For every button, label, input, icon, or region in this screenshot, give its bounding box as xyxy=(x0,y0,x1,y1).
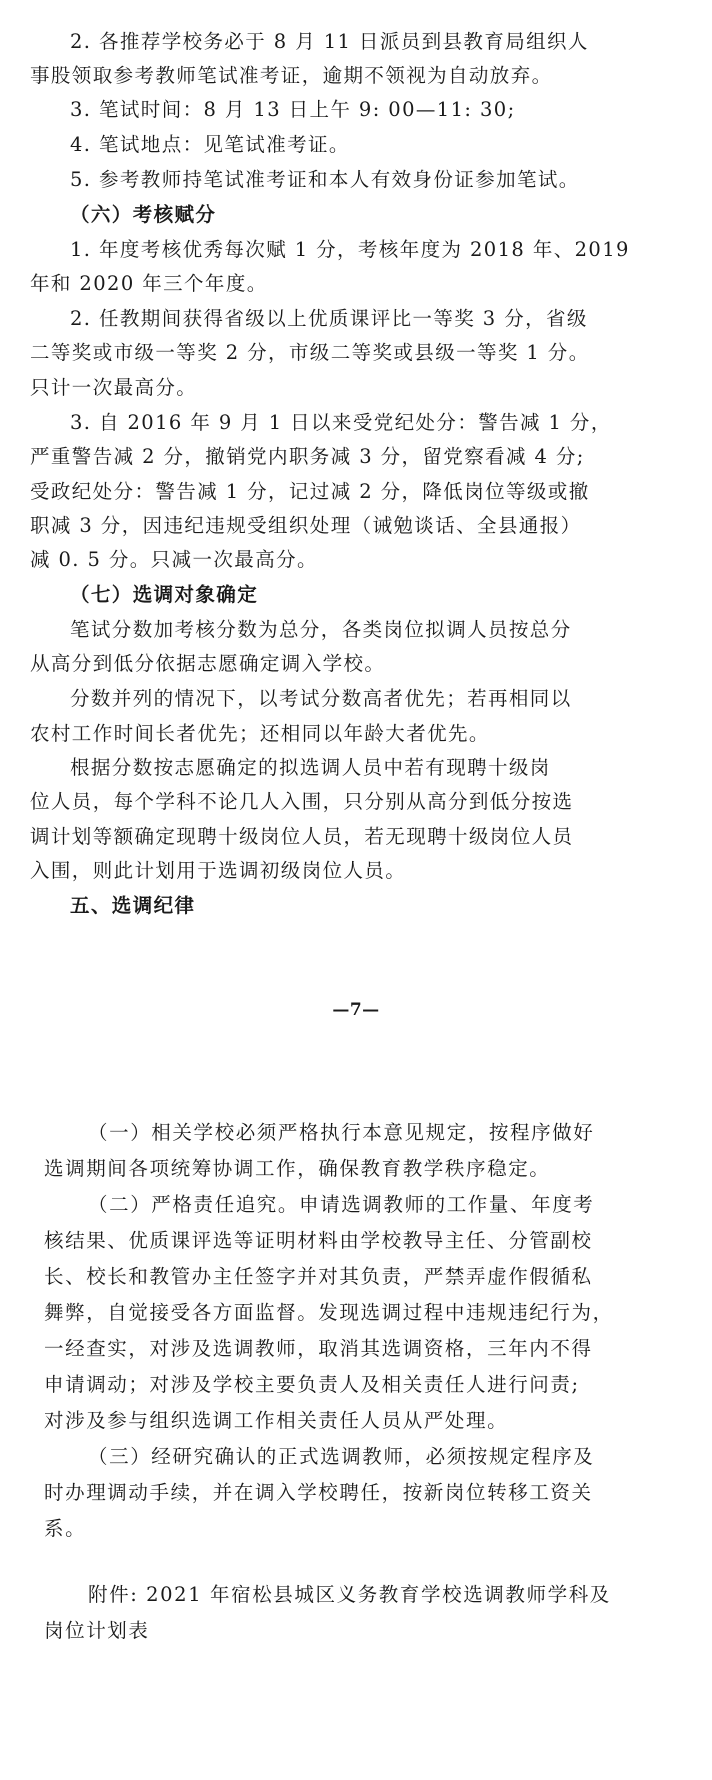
paragraph-line: 3. 笔试时间：8 月 13 日上午 9: 00—11: 30; xyxy=(70,98,516,121)
paragraph-line: 2. 各推荐学校务必于 8 月 11 日派员到县教育局组织人 xyxy=(70,30,589,53)
paragraph-line: 调计划等额确定现聘十级岗位人员，若无现聘十级岗位人员 xyxy=(30,825,574,848)
paragraph-line: 严重警告减 2 分，撤销党内职务减 3 分，留党察看减 4 分; xyxy=(30,445,585,468)
paragraph-line: 1. 年度考核优秀每次赋 1 分，考核年度为 2018 年、2019 xyxy=(70,238,630,261)
paragraph-line: 事股领取参考教师笔试准考证，逾期不领视为自动放弃。 xyxy=(30,64,553,87)
paragraph-line: 入围，则此计划用于选调初级岗位人员。 xyxy=(30,859,407,882)
paragraph-line: 系。 xyxy=(44,1517,87,1540)
paragraph-line: 3. 自 2016 年 9 月 1 日以来受党纪处分：警告减 1 分， xyxy=(70,411,612,434)
page-number: —7— xyxy=(332,1000,380,1020)
paragraph-line: 5. 参考教师持笔试准考证和本人有效身份证参加笔试。 xyxy=(70,168,580,191)
paragraph-line: 年和 2020 年三个年度。 xyxy=(30,272,268,295)
paragraph-line: 二等奖或市级一等奖 2 分，市级二等奖或县级一等奖 1 分。 xyxy=(30,341,590,364)
paragraph-line: 对涉及参与组织选调工作相关责任人员从严处理。 xyxy=(44,1409,509,1432)
section-heading-discipline: 五、选调纪律 xyxy=(70,894,196,917)
paragraph-line: 只计一次最高分。 xyxy=(30,376,198,399)
paragraph-line: （二）严格责任追究。申请选调教师的工作量、年度考 xyxy=(88,1193,595,1216)
paragraph-line: 减 0. 5 分。只减一次最高分。 xyxy=(30,548,318,571)
section-heading-assessment: （六）考核赋分 xyxy=(70,203,217,226)
paragraph-line: 申请调动；对涉及学校主要负责人及相关责任人进行问责; xyxy=(44,1373,580,1396)
paragraph-line: 位人员，每个学科不论几人入围，只分别从高分到低分按选 xyxy=(30,790,574,813)
paragraph-line: （三）经研究确认的正式选调教师，必须按规定程序及 xyxy=(88,1445,595,1468)
paragraph-line: 长、校长和教管办主任签字并对其负责，严禁弄虚作假循私 xyxy=(44,1265,593,1288)
paragraph-line: 舞弊，自觉接受各方面监督。发现选调过程中违规违纪行为， xyxy=(44,1301,614,1324)
paragraph-line: 选调期间各项统筹协调工作，确保教育教学秩序稳定。 xyxy=(44,1157,551,1180)
paragraph-line: 职减 3 分，因违纪违规受组织处理（诫勉谈话、全县通报） xyxy=(30,514,582,537)
paragraph-line: 笔试分数加考核分数为总分，各类岗位拟调人员按总分 xyxy=(70,618,572,641)
paragraph-line: 2. 任教期间获得省级以上优质课评比一等奖 3 分，省级 xyxy=(70,307,588,330)
paragraph-line: 受政纪处分：警告减 1 分，记过减 2 分，降低岗位等级或撤 xyxy=(30,480,590,503)
paragraph-line: 一经查实，对涉及选调教师，取消其选调资格，三年内不得 xyxy=(44,1337,593,1360)
paragraph-line: 农村工作时间长者优先；还相同以年龄大者优先。 xyxy=(30,722,490,745)
paragraph-line: 核结果、优质课评选等证明材料由学校教导主任、分管副校 xyxy=(44,1229,593,1252)
paragraph-line: 时办理调动手续，并在调入学校聘任，按新岗位转移工资关 xyxy=(44,1481,593,1504)
paragraph-line: 4. 笔试地点：见笔试准考证。 xyxy=(70,133,350,156)
paragraph-line: 根据分数按志愿确定的拟选调人员中若有现聘十级岗 xyxy=(70,756,551,779)
attachment-note: 附件: 2021 年宿松县城区义务教育学校选调教师学科及 xyxy=(88,1583,611,1606)
paragraph-line: 从高分到低分依据志愿确定调入学校。 xyxy=(30,652,386,675)
section-heading-selection: （七）选调对象确定 xyxy=(70,583,259,606)
paragraph-line: 分数并列的情况下，以考试分数高者优先；若再相同以 xyxy=(70,687,572,710)
paragraph-line: （一）相关学校必须严格执行本意见规定，按程序做好 xyxy=(88,1121,595,1144)
document-page-8-top xyxy=(0,1085,712,1780)
attachment-note-continued: 岗位计划表 xyxy=(44,1619,150,1642)
